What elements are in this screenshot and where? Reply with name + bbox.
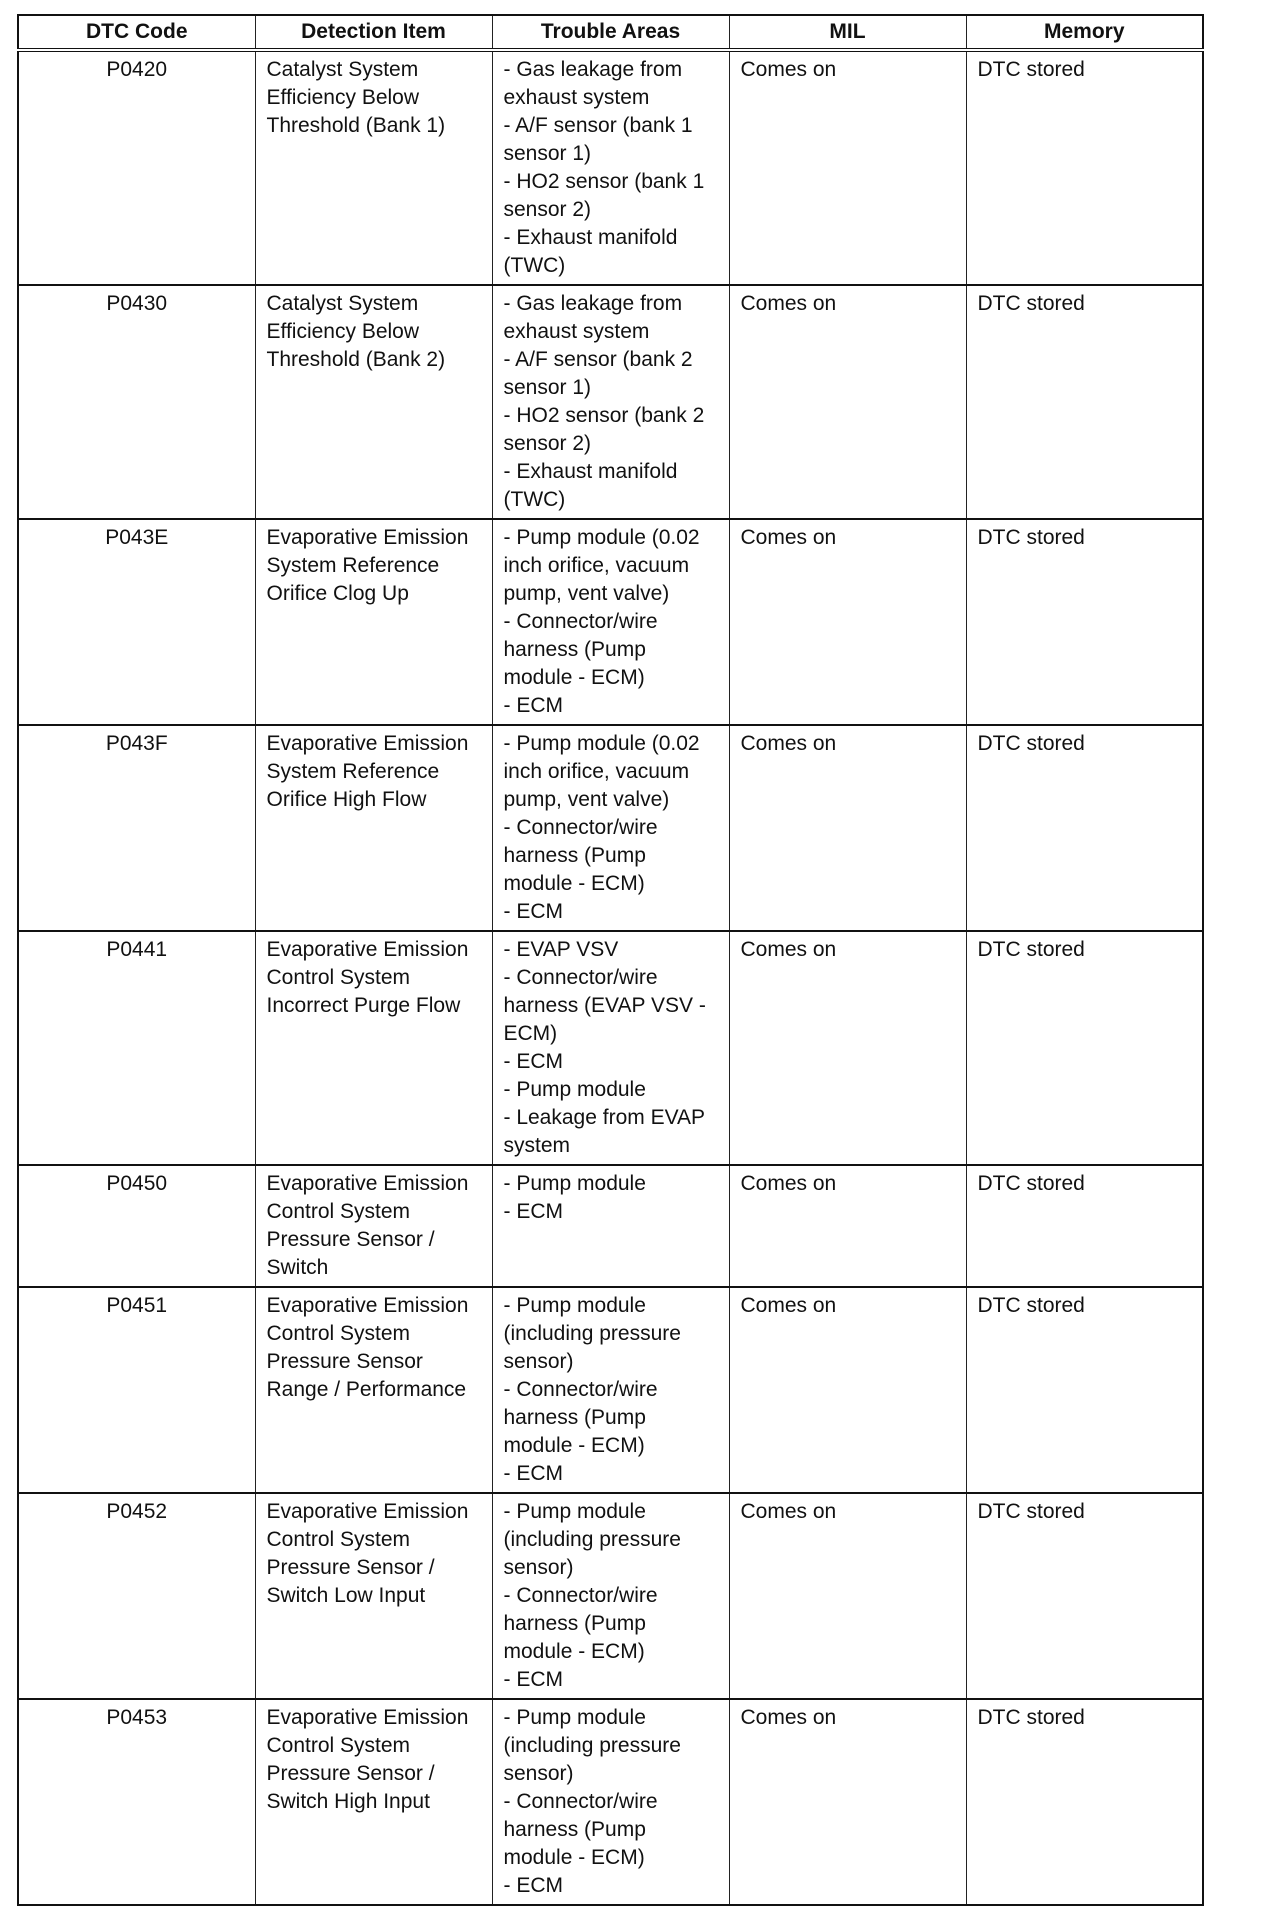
- memory-cell: DTC stored: [966, 519, 1203, 725]
- dtc-code-cell: P043F: [18, 725, 255, 931]
- dtc-code-cell: P0450: [18, 1165, 255, 1287]
- trouble-area-line: harness (EVAP VSV -: [503, 994, 706, 1017]
- trouble-area-line: (including pressure: [503, 1322, 681, 1345]
- detection-item-line: Switch High Input: [266, 1790, 430, 1813]
- trouble-area-line: - Connector/wire: [503, 816, 658, 839]
- trouble-area-line: module - ECM): [503, 1846, 645, 1869]
- detection-item-line: Control System: [266, 1528, 411, 1551]
- trouble-area-line: exhaust system: [503, 320, 650, 343]
- trouble-area-line: ECM): [503, 1022, 558, 1045]
- trouble-area-line: - Connector/wire: [503, 966, 658, 989]
- memory-cell: DTC stored: [966, 1287, 1203, 1493]
- trouble-area-line: pump, vent valve): [503, 582, 670, 605]
- trouble-area-line: exhaust system: [503, 86, 650, 109]
- detection-item-line: Efficiency Below: [266, 86, 420, 109]
- detection-item-line: Orifice High Flow: [266, 788, 427, 811]
- mil-cell: Comes on: [729, 1287, 966, 1493]
- header-mil: MIL: [729, 15, 966, 50]
- trouble-area-line: - EVAP VSV: [503, 938, 619, 961]
- memory-cell: DTC stored: [966, 1165, 1203, 1287]
- trouble-area-line: - HO2 sensor (bank 2: [503, 404, 705, 427]
- trouble-area-line: sensor 1): [503, 376, 592, 399]
- trouble-areas-cell: [492, 50, 729, 285]
- detection-item-line: Evaporative Emission: [266, 1706, 469, 1729]
- dtc-code-cell: P0453: [18, 1699, 255, 1905]
- trouble-area-line: system: [503, 1134, 571, 1157]
- trouble-area-line: inch orifice, vacuum: [503, 554, 690, 577]
- trouble-area-line: - Leakage from EVAP: [503, 1106, 706, 1129]
- trouble-area-line: - Gas leakage from: [503, 58, 683, 81]
- detection-item-cell: [255, 285, 492, 519]
- trouble-area-line: - Exhaust manifold: [503, 460, 678, 483]
- trouble-area-line: - Connector/wire: [503, 1790, 658, 1813]
- detection-item-line: System Reference: [266, 760, 440, 783]
- trouble-area-line: - Connector/wire: [503, 1584, 658, 1607]
- trouble-area-line: (including pressure: [503, 1528, 681, 1551]
- trouble-area-line: - Connector/wire: [503, 610, 658, 633]
- memory-cell: DTC stored: [966, 50, 1203, 285]
- trouble-area-line: sensor 2): [503, 198, 592, 221]
- header-detection-item: Detection Item: [255, 15, 492, 50]
- detection-item-line: Evaporative Emission: [266, 1172, 469, 1195]
- memory-cell: DTC stored: [966, 285, 1203, 519]
- detection-item-line: Control System: [266, 1734, 411, 1757]
- trouble-area-line: - Pump module: [503, 1172, 646, 1195]
- trouble-area-line: - Connector/wire: [503, 1378, 658, 1401]
- trouble-area-line: harness (Pump: [503, 844, 646, 867]
- trouble-area-line: sensor): [503, 1762, 574, 1785]
- table-row: [18, 1287, 1203, 1493]
- dtc-code-cell: P0420: [18, 50, 255, 285]
- dtc-code-cell: P0430: [18, 285, 255, 519]
- trouble-areas-cell: [492, 1493, 729, 1699]
- trouble-area-line: sensor): [503, 1556, 574, 1579]
- mil-cell: Comes on: [729, 1699, 966, 1905]
- trouble-area-line: - ECM: [503, 1462, 563, 1485]
- detection-item-line: Switch Low Input: [266, 1584, 426, 1607]
- table-header: [18, 15, 1203, 50]
- trouble-areas-cell: [492, 1287, 729, 1493]
- trouble-area-line: (TWC): [503, 254, 566, 277]
- header-dtc-code: DTC Code: [18, 15, 255, 50]
- trouble-area-line: module - ECM): [503, 1640, 645, 1663]
- detection-item-line: Evaporative Emission: [266, 938, 469, 961]
- detection-item-line: Incorrect Purge Flow: [266, 994, 461, 1017]
- dtc-code-cell: P0452: [18, 1493, 255, 1699]
- trouble-area-line: - HO2 sensor (bank 1: [503, 170, 705, 193]
- detection-item-line: Threshold (Bank 2): [266, 348, 446, 371]
- trouble-area-line: pump, vent valve): [503, 788, 670, 811]
- trouble-area-line: - ECM: [503, 1200, 563, 1223]
- trouble-area-line: module - ECM): [503, 1434, 645, 1457]
- table-row: [18, 1165, 1203, 1287]
- trouble-areas-cell: [492, 931, 729, 1165]
- trouble-area-line: - Pump module: [503, 1706, 646, 1729]
- trouble-area-line: (TWC): [503, 488, 566, 511]
- detection-item-cell: [255, 725, 492, 931]
- trouble-area-line: - ECM: [503, 1668, 563, 1691]
- trouble-area-line: inch orifice, vacuum: [503, 760, 690, 783]
- trouble-area-line: - Pump module: [503, 1500, 646, 1523]
- detection-item-line: Evaporative Emission: [266, 1500, 469, 1523]
- trouble-areas-cell: [492, 519, 729, 725]
- mil-cell: Comes on: [729, 1493, 966, 1699]
- memory-cell: DTC stored: [966, 725, 1203, 931]
- trouble-area-line: - Pump module (0.02: [503, 732, 700, 755]
- mil-cell: Comes on: [729, 519, 966, 725]
- detection-item-line: Control System: [266, 1200, 411, 1223]
- detection-item-line: Catalyst System: [266, 292, 419, 315]
- trouble-area-line: - ECM: [503, 1050, 563, 1073]
- detection-item-line: Control System: [266, 966, 411, 989]
- mil-cell: Comes on: [729, 725, 966, 931]
- mil-cell: Comes on: [729, 285, 966, 519]
- dtc-code-cell: P043E: [18, 519, 255, 725]
- trouble-area-line: harness (Pump: [503, 1612, 646, 1635]
- detection-item-line: Pressure Sensor /: [266, 1228, 435, 1251]
- table-row: [18, 1699, 1203, 1905]
- dtc-table: [17, 14, 1204, 1906]
- detection-item-cell: [255, 931, 492, 1165]
- detection-item-line: Evaporative Emission: [266, 732, 469, 755]
- mil-cell: Comes on: [729, 931, 966, 1165]
- trouble-area-line: sensor): [503, 1350, 574, 1373]
- detection-item-line: Orifice Clog Up: [266, 582, 409, 605]
- detection-item-line: Threshold (Bank 1): [266, 114, 446, 137]
- detection-item-cell: [255, 50, 492, 285]
- memory-cell: DTC stored: [966, 1493, 1203, 1699]
- detection-item-line: System Reference: [266, 554, 440, 577]
- table-row: [18, 285, 1203, 519]
- detection-item-cell: [255, 519, 492, 725]
- header-row: [18, 15, 1203, 50]
- trouble-area-line: harness (Pump: [503, 638, 646, 661]
- detection-item-cell: [255, 1287, 492, 1493]
- dtc-code-cell: P0441: [18, 931, 255, 1165]
- header-memory: Memory: [966, 15, 1203, 50]
- detection-item-line: Pressure Sensor: [266, 1350, 423, 1373]
- dtc-code-cell: P0451: [18, 1287, 255, 1493]
- trouble-area-line: sensor 2): [503, 432, 592, 455]
- trouble-area-line: harness (Pump: [503, 1818, 646, 1841]
- table-row: [18, 519, 1203, 725]
- trouble-area-line: module - ECM): [503, 666, 645, 689]
- trouble-area-line: - Pump module (0.02: [503, 526, 700, 549]
- table-row: [18, 725, 1203, 931]
- trouble-area-line: - A/F sensor (bank 1: [503, 114, 693, 137]
- memory-cell: DTC stored: [966, 931, 1203, 1165]
- trouble-areas-cell: [492, 725, 729, 931]
- detection-item-line: Control System: [266, 1322, 411, 1345]
- table-body: [18, 50, 1203, 1905]
- trouble-area-line: - Pump module: [503, 1078, 646, 1101]
- trouble-area-line: module - ECM): [503, 872, 645, 895]
- trouble-area-line: - ECM: [503, 1874, 563, 1897]
- table-row: [18, 931, 1203, 1165]
- detection-item-line: Evaporative Emission: [266, 1294, 469, 1317]
- header-trouble-areas: Trouble Areas: [492, 15, 729, 50]
- trouble-area-line: harness (Pump: [503, 1406, 646, 1429]
- trouble-areas-cell: [492, 285, 729, 519]
- trouble-area-line: - Pump module: [503, 1294, 646, 1317]
- trouble-area-line: - Gas leakage from: [503, 292, 683, 315]
- detection-item-line: Pressure Sensor /: [266, 1556, 435, 1579]
- detection-item-line: Evaporative Emission: [266, 526, 469, 549]
- trouble-areas-cell: [492, 1699, 729, 1905]
- detection-item-cell: [255, 1165, 492, 1287]
- detection-item-line: Switch: [266, 1256, 329, 1279]
- trouble-area-line: - Exhaust manifold: [503, 226, 678, 249]
- detection-item-cell: [255, 1699, 492, 1905]
- table-row: [18, 1493, 1203, 1699]
- table-row: [18, 50, 1203, 285]
- trouble-area-line: - ECM: [503, 900, 563, 923]
- trouble-area-line: - ECM: [503, 694, 563, 717]
- mil-cell: Comes on: [729, 50, 966, 285]
- detection-item-line: Efficiency Below: [266, 320, 420, 343]
- memory-cell: DTC stored: [966, 1699, 1203, 1905]
- detection-item-line: Catalyst System: [266, 58, 419, 81]
- mil-cell: Comes on: [729, 1165, 966, 1287]
- trouble-area-line: (including pressure: [503, 1734, 681, 1757]
- detection-item-line: Pressure Sensor /: [266, 1762, 435, 1785]
- detection-item-cell: [255, 1493, 492, 1699]
- trouble-area-line: sensor 1): [503, 142, 592, 165]
- trouble-areas-cell: [492, 1165, 729, 1287]
- detection-item-line: Range / Performance: [266, 1378, 467, 1401]
- trouble-area-line: - A/F sensor (bank 2: [503, 348, 693, 371]
